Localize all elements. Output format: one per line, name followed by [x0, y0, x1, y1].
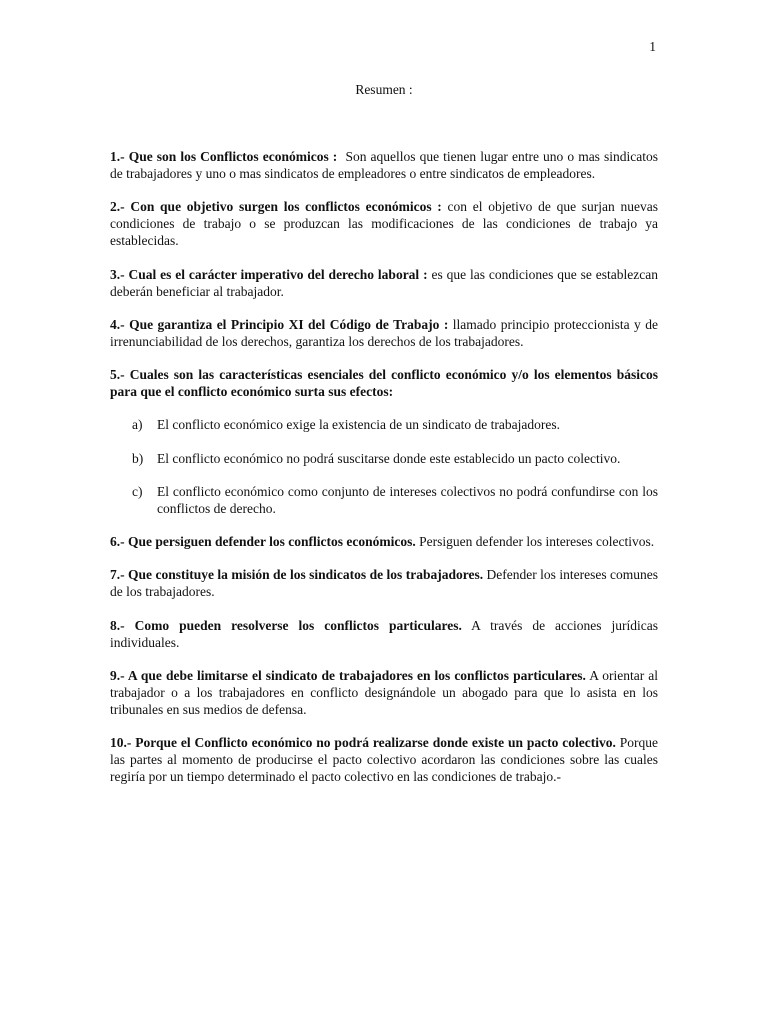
summary-item-5	[110, 366, 658, 400]
list-item-text: El conflicto económico no podrá suscitarse donde este establecido un pacto colectivo.	[157, 450, 621, 466]
document-body	[110, 148, 658, 801]
summary-item-2	[110, 198, 658, 249]
item-question: 8.- Como pueden resolverse los conflictos particulares.	[110, 617, 462, 633]
summary-item-3	[110, 266, 658, 300]
list-item-text: El conflicto económico exige la existencia de un sindicato de trabajadores.	[157, 417, 560, 433]
summary-item-9	[110, 667, 658, 718]
item-question: 9.- A que debe limitarse el sindicato de trabajadores en los conflictos particulares.	[110, 667, 586, 683]
item-answer: Porque las partes al momento de producirse el pacto colectivo acordaron las condiciones sobre las cuales regiría por un tiempo determinado el pacto colectivo en las condiciones de trabajo.-	[110, 735, 658, 784]
list-marker: c)	[132, 483, 143, 499]
summary-item-7	[110, 566, 658, 600]
item-answer: es que las condiciones que se establezcan deberán beneficiar al trabajador.	[110, 266, 658, 299]
page-number: 1	[649, 39, 656, 54]
list-item-b	[110, 450, 658, 467]
item-question: 3.- Cual es el carácter imperativo del derecho laboral :	[110, 266, 428, 282]
item-answer: A través de acciones jurídicas individuales.	[110, 617, 658, 650]
summary-item-1	[110, 148, 658, 182]
item-question: 6.- Que persiguen defender los conflictos económicos.	[110, 534, 416, 549]
summary-item-4	[110, 316, 658, 350]
item-question: 7.- Que constituye la misión de los sindicatos de los trabajadores.	[110, 567, 484, 583]
item-question: 2.- Con que objetivo surgen los conflictos económicos :	[110, 199, 442, 215]
item-question: 5.- Cuales son las características esenciales del conflicto económico y/o los elementos básicos para que el conflicto económico surta sus efectos:	[110, 367, 658, 399]
summary-item-10	[110, 734, 658, 785]
item-answer: A orientar al trabajador o a los trabajadores en conflicto designándole un abogado para que lo asista en los tribunales en sus medios de defensa.	[110, 667, 658, 717]
characteristics-list	[110, 416, 658, 517]
item-question: 10.- Porque el Conflicto económico no podrá realizarse donde existe un pacto colectivo.	[110, 735, 616, 750]
page-title: Resumen :	[355, 82, 413, 97]
list-item-a	[110, 416, 658, 433]
list-item-text: El conflicto económico como conjunto de intereses colectivos no podrá confundirse con los conflictos de derecho.	[157, 483, 658, 516]
list-item-c	[110, 483, 658, 517]
item-question: 4.- Que garantiza el Principio XI del Código de Trabajo :	[110, 316, 449, 332]
item-answer: Son aquellos que tienen lugar entre uno o mas sindicatos de trabajadores y uno o mas sindicatos de empleadores o entre sindicatos de empleadores.	[110, 149, 658, 181]
item-answer: llamado principio proteccionista y de irrenunciabilidad de los derechos, garantiza los derechos de los trabajadores.	[110, 316, 658, 349]
summary-item-8	[110, 617, 658, 651]
item-answer: Defender los intereses comunes de los trabajadores.	[110, 567, 658, 600]
item-answer: con el objetivo de que surjan nuevas condiciones de trabajo o se produzcan las modificaciones de las condiciones de trabajo ya establecidas.	[110, 199, 658, 249]
summary-item-6	[110, 533, 658, 550]
item-answer: Persiguen defender los intereses colectivos.	[419, 534, 655, 549]
list-marker: a)	[132, 417, 143, 433]
item-question: 1.- Que son los Conflictos económicos :	[110, 149, 338, 164]
list-marker: b)	[132, 450, 144, 466]
